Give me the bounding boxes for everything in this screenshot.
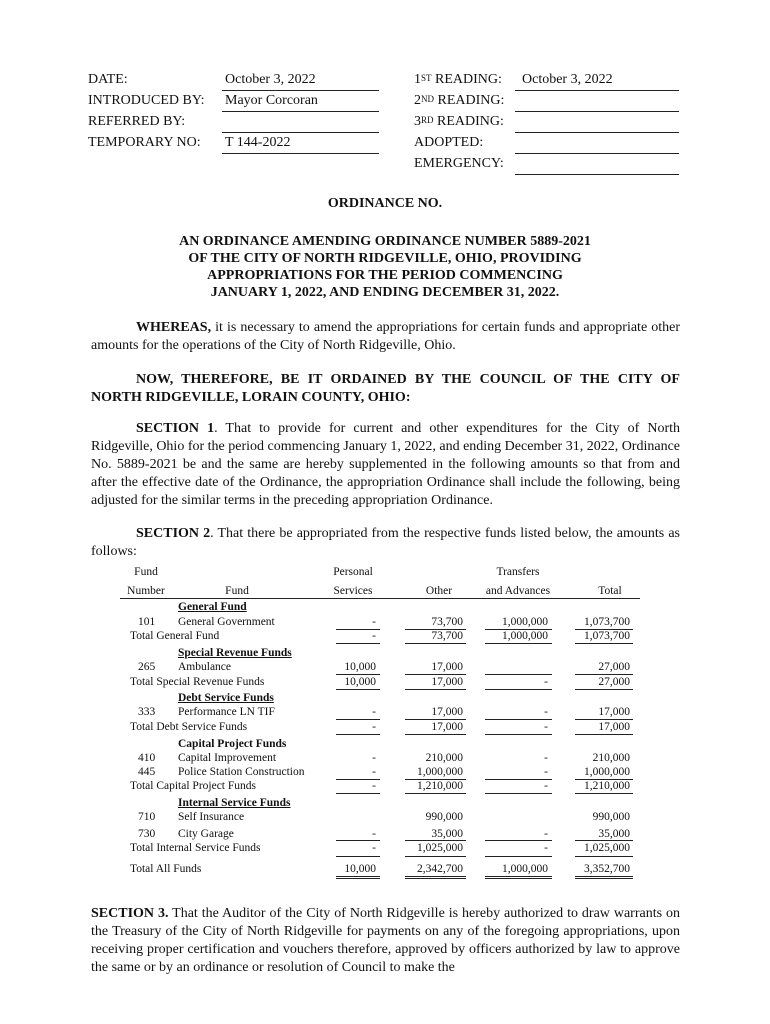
ordinance-number-heading: ORDINANCE NO. xyxy=(327,196,443,211)
other-cell: 17,000 xyxy=(431,721,463,733)
third-reading-label: 3RD READING: xyxy=(414,114,504,129)
total-cell: 35,000 xyxy=(598,828,630,840)
fund-number: 333 xyxy=(138,706,156,718)
fund-number: 265 xyxy=(138,661,156,673)
personal-cell: - xyxy=(372,780,376,792)
transfers-cell: - xyxy=(544,828,548,840)
fund-name: General Government xyxy=(178,616,275,628)
fund-name: Ambulance xyxy=(178,661,232,673)
transfers-cell: - xyxy=(544,721,548,733)
fund-number: 710 xyxy=(138,811,156,823)
other-cell: 17,000 xyxy=(431,676,463,688)
transfers-cell: - xyxy=(544,780,548,792)
temporary-no-underline xyxy=(222,153,379,154)
transfers-cell: - xyxy=(544,766,548,778)
adopted-label: ADOPTED: xyxy=(414,135,484,150)
grand-personal-cell: 10,000 xyxy=(344,863,376,875)
transfers-cell: - xyxy=(544,676,548,688)
fund-name: Self Insurance xyxy=(178,811,245,823)
temporary-no-label: TEMPORARY NO: xyxy=(88,135,201,150)
referred-by-underline xyxy=(222,132,379,133)
personal-cell: - xyxy=(372,706,376,718)
adopted-underline xyxy=(515,153,679,154)
fund-name: Police Station Construction xyxy=(178,766,305,778)
header-rule xyxy=(120,598,640,599)
introduced-by-underline xyxy=(222,111,379,112)
first-reading-label: 1ST READING: xyxy=(414,72,502,87)
title-line: AN ORDINANCE AMENDING ORDINANCE NUMBER 5889-2021 xyxy=(179,234,591,249)
other-cell: 1,000,000 xyxy=(417,766,463,778)
group-total-label: Total Capital Project Funds xyxy=(130,780,257,792)
personal-cell: - xyxy=(372,766,376,778)
total-cell: 1,073,700 xyxy=(584,630,630,642)
personal-cell: - xyxy=(372,828,376,840)
fund-number: 445 xyxy=(138,766,156,778)
total-cell: 1,025,000 xyxy=(584,842,630,854)
other-cell: 990,000 xyxy=(425,811,463,823)
section-1-lead: SECTION 1 xyxy=(136,421,215,436)
transfers-cell: 1,000,000 xyxy=(502,630,548,642)
fund-number: 101 xyxy=(138,616,156,628)
section-3-paragraph: SECTION 3. That the Auditor of the City of North Ridgeville is hereby authorized to draw warrants on the Treasury of the City of North Ridgeville for payments on any of the foregoing appropriations, upon receiving proper certification and vouchers therefore, approved by officers authorized by law to approve the same or by an ordinance or resolution of Council to make the xyxy=(91,906,680,975)
transfers-cell: - xyxy=(544,752,548,764)
other-cell: 1,025,000 xyxy=(417,842,463,854)
total-cell: 17,000 xyxy=(598,721,630,733)
group-title: General Fund xyxy=(178,601,247,613)
title-line: JANUARY 1, 2022, AND ENDING DECEMBER 31, 2022. xyxy=(210,285,560,300)
personal-cell: - xyxy=(372,752,376,764)
first-reading-value: October 3, 2022 xyxy=(522,72,613,87)
other-cell: 35,000 xyxy=(431,828,463,840)
grand-total-label: Total All Funds xyxy=(130,863,202,875)
emergency-label: EMERGENCY: xyxy=(414,156,504,171)
header-transfers-top: Transfers xyxy=(496,566,540,578)
group-total-label: Total Special Revenue Funds xyxy=(130,676,265,688)
transfers-cell: - xyxy=(544,842,548,854)
section-2-paragraph: SECTION 2. That there be appropriated from the respective funds listed below, the amounts as follows: xyxy=(91,526,680,559)
referred-by-label: REFERRED BY: xyxy=(88,114,186,129)
transfers-cell: - xyxy=(544,706,548,718)
introduced-by-value: Mayor Corcoran xyxy=(225,93,318,108)
header-personal-bottom: Services xyxy=(333,585,373,597)
group-total-label: Total Debt Service Funds xyxy=(130,721,248,733)
other-cell: 73,700 xyxy=(431,630,463,642)
title-line: APPROPRIATIONS FOR THE PERIOD COMMENCING xyxy=(207,268,563,283)
grand-transfers-cell: 1,000,000 xyxy=(502,863,548,875)
transfers-cell: 1,000,000 xyxy=(502,616,548,628)
personal-cell: 10,000 xyxy=(344,676,376,688)
second-reading-underline xyxy=(515,111,679,112)
temporary-no-value: T 144-2022 xyxy=(225,135,291,150)
whereas-paragraph: WHEREAS, it is necessary to amend the appropriations for certain funds and appropriate other amounts for the operations of the City of North Ridgeville, Ohio. xyxy=(91,320,680,353)
first-reading-underline xyxy=(515,90,679,91)
header-fund-number-top: Fund xyxy=(134,566,158,578)
ordinance-title xyxy=(88,233,682,301)
introduced-by-label: INTRODUCED BY: xyxy=(88,93,205,108)
total-cell: 990,000 xyxy=(592,811,630,823)
total-cell: 1,073,700 xyxy=(584,616,630,628)
personal-cell: - xyxy=(372,630,376,642)
total-cell: 1,000,000 xyxy=(584,766,630,778)
personal-cell: - xyxy=(372,721,376,733)
fund-number: 410 xyxy=(138,752,156,764)
group-title: Internal Service Funds xyxy=(178,797,291,809)
group-title: Debt Service Funds xyxy=(178,692,274,704)
now-therefore-paragraph: NOW, THEREFORE, BE IT ORDAINED BY THE COUNCIL OF THE CITY OF NORTH RIDGEVILLE, LORAIN COUNTY, OHIO: xyxy=(91,372,680,405)
grand-total-cell: 3,352,700 xyxy=(584,863,630,875)
date-label: DATE: xyxy=(88,72,128,87)
total-cell: 27,000 xyxy=(598,676,630,688)
group-total-label: Total Internal Service Funds xyxy=(130,842,261,854)
other-cell: 17,000 xyxy=(431,706,463,718)
personal-cell: - xyxy=(372,616,376,628)
personal-cell: - xyxy=(372,842,376,854)
fund-name: City Garage xyxy=(178,828,234,840)
section-1-paragraph: SECTION 1. That to provide for current and other expenditures for the City of North Ridgeville, Ohio for the period commencing January 1, 2022, and ending December 31, 2022, Ordinance No. 5889-2021 be and the same are hereby supplemented in the following amounts so that from and after the effective date of the Ordinance, the appropriation Ordinance shall include the following, being adjusted for the similar terms in the preceding appropriation Ordinance. xyxy=(91,421,681,508)
header-transfers-bottom: and Advances xyxy=(485,585,551,597)
personal-cell: 10,000 xyxy=(344,661,376,673)
fund-number: 730 xyxy=(138,828,156,840)
total-cell: 17,000 xyxy=(598,706,630,718)
total-cell: 210,000 xyxy=(592,752,630,764)
date-underline xyxy=(222,90,379,91)
header-other: Other xyxy=(425,585,453,597)
header-fund-number-bottom: Number xyxy=(127,585,165,597)
section-2-lead: SECTION 2 xyxy=(136,526,211,541)
third-reading-underline xyxy=(515,132,679,133)
header-fund-name: Fund xyxy=(225,585,249,597)
other-cell: 1,210,000 xyxy=(417,780,463,792)
fund-name: Performance LN TIF xyxy=(178,706,275,718)
date-value: October 3, 2022 xyxy=(225,72,316,87)
group-total-label: Total General Fund xyxy=(130,630,220,642)
group-title: Special Revenue Funds xyxy=(178,647,292,659)
other-cell: 73,700 xyxy=(431,616,463,628)
whereas-lead: WHEREAS, xyxy=(136,320,212,335)
header-total: Total xyxy=(598,585,622,597)
header-personal-top: Personal xyxy=(333,566,373,578)
second-reading-label: 2ND READING: xyxy=(414,93,505,108)
emergency-underline xyxy=(515,174,679,175)
title-line: OF THE CITY OF NORTH RIDGEVILLE, OHIO, PROVIDING xyxy=(188,251,582,266)
group-title: Capital Project Funds xyxy=(178,738,287,750)
grand-other-cell: 2,342,700 xyxy=(417,863,463,875)
total-cell: 27,000 xyxy=(598,661,630,673)
other-cell: 17,000 xyxy=(431,661,463,673)
other-cell: 210,000 xyxy=(425,752,463,764)
section-3-lead: SECTION 3. xyxy=(91,906,169,921)
total-cell: 1,210,000 xyxy=(584,780,630,792)
fund-name: Capital Improvement xyxy=(178,752,277,764)
